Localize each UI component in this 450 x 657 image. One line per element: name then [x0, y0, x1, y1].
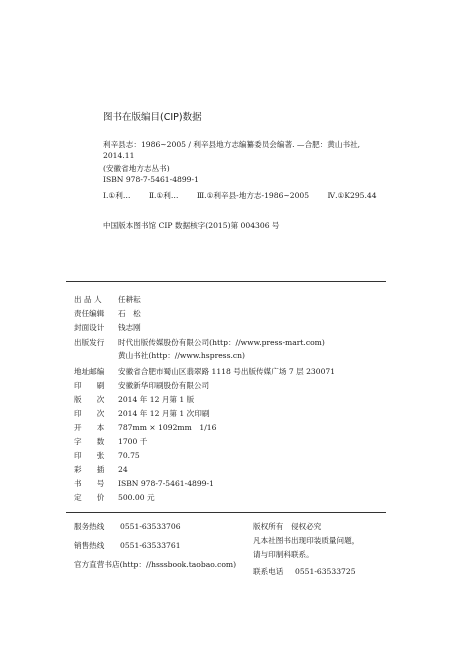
row-label: 印 张: [74, 451, 105, 460]
row-value: 0551-63533706: [120, 522, 181, 531]
row-value: 0551-63533725: [295, 567, 356, 576]
cip-classification: [103, 190, 393, 201]
row-value: 2014 年 12 月第 1 版: [118, 395, 195, 404]
row-label: 服务热线: [74, 522, 105, 531]
contact-phone: [253, 566, 356, 577]
row-value: 石 松: [118, 309, 141, 318]
copyright-row: [74, 478, 214, 489]
row-label: 彩 插: [74, 465, 105, 474]
row-value: 24: [118, 465, 128, 474]
copyright-row: [74, 322, 141, 333]
rights-title: 版权所有 侵权必究: [253, 522, 322, 531]
row-label: 开 本: [74, 423, 105, 432]
copyright-row: [74, 408, 209, 419]
copyright-row: [74, 337, 325, 348]
row-value: 钱志刚: [118, 323, 141, 332]
row-value: 500.00 元: [118, 493, 155, 502]
row-label: 责任编辑: [74, 309, 105, 318]
row-value: 1700 千: [118, 437, 148, 446]
sales-hotline: [74, 540, 181, 551]
cip-class-item: Ⅰ.①利…: [103, 191, 131, 200]
row-value: 时代出版传媒股份有限公司(http：//www.press-mart.com): [118, 338, 325, 347]
divider: [66, 512, 386, 513]
row-label: 联系电话: [253, 567, 284, 576]
copyright-row: [74, 394, 194, 405]
row-label: 定 价: [74, 493, 105, 502]
row-label: 官方直营书店: [74, 560, 120, 569]
row-value: 2014 年 12 月第 1 次印刷: [118, 409, 210, 418]
cip-line: (安徽省地方志丛书): [103, 164, 170, 173]
rights-line: 凡本社图书出现印装质量问题，: [253, 536, 360, 545]
cip-line: 利辛县志：1986~2005 / 利辛县地方志编纂委员会编著. —合肥：黄山书社,: [103, 140, 361, 149]
cip-line: ISBN 978-7-5461-4899-1: [103, 175, 199, 184]
row-value: 安徽新华印刷股份有限公司: [118, 381, 210, 390]
row-value: 70.75: [118, 451, 140, 460]
cip-class-item: Ⅲ.①利辛县-地方志-1986~2005: [196, 191, 310, 200]
row-label: 地址邮编: [74, 367, 105, 376]
cip-class-item: Ⅳ.①K295.44: [327, 191, 377, 200]
copyright-row: [74, 450, 140, 461]
copyright-row-continuation: 黄山书社(http：//www.hspress.cn): [118, 351, 246, 360]
copyright-row: [74, 366, 335, 377]
copyright-row: [74, 422, 216, 433]
row-label: 出版发行: [74, 338, 105, 347]
row-label: 销售热线: [74, 541, 105, 550]
copyright-row: [74, 294, 141, 305]
row-value: 787mm × 1092mm 1/16: [118, 423, 217, 432]
copyright-row: [74, 436, 147, 447]
official-store: [74, 559, 236, 570]
row-label: 印 刷: [74, 381, 105, 390]
row-label: 书 号: [74, 479, 105, 488]
service-hotline: [74, 521, 181, 532]
divider: [66, 281, 386, 282]
row-label: 版 次: [74, 395, 105, 404]
row-label: 字 数: [74, 437, 105, 446]
row-label: 出 品 人: [74, 295, 102, 304]
copyright-row: [74, 380, 209, 391]
cip-title: 图书在版编目(CIP)数据: [103, 112, 202, 123]
copyright-row: [74, 308, 141, 319]
copyright-row: [74, 492, 155, 503]
row-label: 封面设计: [74, 323, 105, 332]
row-value: (http：//hsssbook.taobao.com): [119, 560, 237, 569]
cip-core-data: 中国版本图书馆 CIP 数据核字(2015)第 004306 号: [103, 221, 280, 230]
row-value: 任耕耘: [118, 295, 141, 304]
row-value: ISBN 978-7-5461-4899-1: [118, 479, 214, 488]
rights-line: 请与印制科联系。: [253, 550, 314, 559]
row-value: 安徽省合肥市蜀山区翡翠路 1118 号出版传媒广场 7 层 230071: [118, 367, 336, 376]
cip-class-item: Ⅱ.①利…: [148, 191, 179, 200]
copyright-row: [74, 464, 128, 475]
row-value: 0551-63533761: [120, 541, 181, 550]
row-label: 印 次: [74, 409, 105, 418]
cip-line: 2014.11: [103, 151, 135, 160]
